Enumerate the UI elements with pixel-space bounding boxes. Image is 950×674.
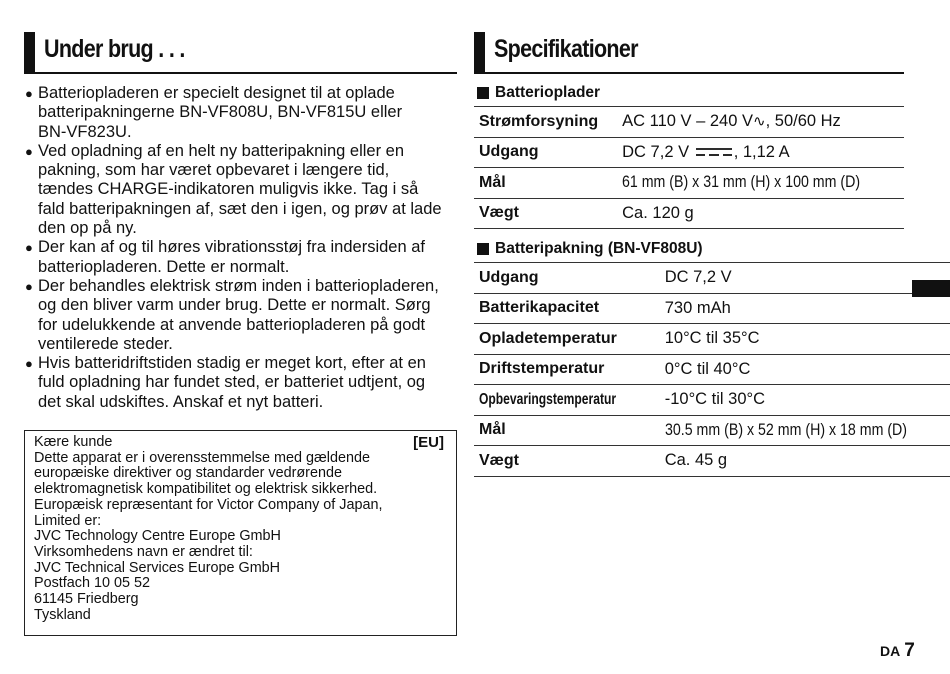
text-line: fald batteripakningen af, sæt den i igen, og prøv at lade bbox=[38, 199, 442, 218]
eu-line: elektromagnetisk kompatibilitet og elektrisk sikkerhed. bbox=[34, 481, 378, 498]
text-line: batteripakningerne BN-VF808U, BN-VF815U eller bbox=[38, 103, 403, 122]
spec-key-text: Opbevaringstemperatur bbox=[479, 390, 617, 408]
text-line: Hvis batteridriftstiden stadig er meget kort, efter at en bbox=[38, 354, 426, 373]
spec-value-text: DC 7,2 V bbox=[622, 142, 690, 161]
right-column bbox=[474, 32, 907, 477]
text-line: den op på ny. bbox=[38, 219, 137, 238]
left-column bbox=[24, 32, 457, 623]
section-heading-usage bbox=[24, 32, 457, 74]
text-line: pakning, som har været opbevaret i længere tid, bbox=[38, 161, 390, 180]
bullet-icon: ● bbox=[25, 86, 33, 101]
eu-line: 61145 Friedberg bbox=[34, 591, 139, 608]
usage-bullet-list bbox=[24, 84, 457, 412]
table-row bbox=[474, 446, 950, 477]
spec-value bbox=[660, 415, 950, 446]
battery-section-label bbox=[474, 238, 904, 260]
text-line: det skal udskiftes. Anskaf et nyt batteri. bbox=[38, 392, 324, 411]
eu-line: Virksomhedens navn er ændret til: bbox=[34, 543, 253, 560]
table-row bbox=[474, 137, 904, 168]
list-item bbox=[24, 354, 457, 412]
heading-bar bbox=[24, 32, 35, 73]
text-line: ventilerede steder. bbox=[38, 334, 173, 353]
bullet-icon: ● bbox=[25, 278, 33, 294]
text-line: og den bliver varm under brug. Dette er normalt. Sørg bbox=[38, 296, 431, 315]
eu-line: Tyskland bbox=[34, 606, 91, 623]
spec-key: Driftstemperatur bbox=[474, 354, 660, 385]
table-row bbox=[474, 198, 904, 229]
spec-value: 10°C til 35°C bbox=[660, 324, 950, 355]
heading-title: Under brug . . . bbox=[44, 35, 185, 63]
section-heading-specs bbox=[474, 32, 904, 74]
text-line: Der kan af og til høres vibrationsstøj fra indersiden af bbox=[38, 238, 426, 257]
spec-value-text: 61 mm (B) x 31 mm (H) x 100 mm (D) bbox=[622, 173, 861, 192]
bullet-icon: ● bbox=[25, 143, 33, 159]
text-line: Der behandles elektrisk strøm inden i batteriopladeren, bbox=[38, 276, 439, 295]
eu-notice-box bbox=[24, 430, 457, 636]
spec-value bbox=[617, 168, 904, 199]
square-bullet-icon bbox=[477, 243, 489, 255]
square-bullet-icon bbox=[477, 87, 489, 99]
eu-line: Dette apparat er i overensstemmelse med gældende bbox=[34, 449, 370, 466]
eu-line: JVC Technology Centre Europe GmbH bbox=[34, 528, 281, 545]
text-line: fuld opladning har fundet sted, er batteriet udtjent, og bbox=[38, 373, 426, 392]
list-item bbox=[24, 84, 457, 142]
spec-value-text: 30.5 mm (B) x 52 mm (H) x 18 mm (D) bbox=[664, 420, 907, 439]
table-row bbox=[474, 385, 950, 416]
spec-key: Udgang bbox=[474, 263, 660, 294]
heading-title: Specifikationer bbox=[494, 35, 638, 63]
table-row bbox=[474, 324, 950, 355]
table-row bbox=[474, 415, 950, 446]
spec-value: Ca. 120 g bbox=[617, 198, 904, 229]
text-line: for udelukkende at anvende batteriopladeren på godt bbox=[38, 315, 426, 334]
spec-value: Ca. 45 g bbox=[660, 446, 950, 477]
spec-key: Vægt bbox=[474, 446, 660, 477]
spec-key: Opladetemperatur bbox=[474, 324, 660, 355]
spec-value bbox=[617, 107, 904, 138]
page-number bbox=[880, 640, 915, 662]
table-row bbox=[474, 168, 904, 199]
spec-key bbox=[474, 385, 660, 416]
text-line: Batteriopladeren er specielt designet til at oplade bbox=[38, 84, 395, 102]
page-number-value: 7 bbox=[904, 640, 915, 661]
list-item bbox=[24, 277, 457, 354]
section-label-text: Batteripakning (BN-VF808U) bbox=[495, 240, 703, 257]
eu-line: europæiske direktiver og standarder vedrørende bbox=[34, 465, 342, 482]
eu-tag: [EU] bbox=[413, 434, 444, 451]
table-row bbox=[474, 263, 950, 294]
table-row bbox=[474, 107, 904, 138]
spec-key: Strømforsyning bbox=[474, 107, 617, 138]
spec-key: Batterikapacitet bbox=[474, 293, 660, 324]
spec-value: DC 7,2 V bbox=[660, 263, 950, 294]
ac-wave-icon: ∿ bbox=[753, 113, 766, 131]
language-tab-marker bbox=[912, 280, 950, 297]
spec-value-text: AC 110 V – 240 V bbox=[622, 112, 754, 131]
text-line: Ved opladning af en helt ny batteripakning eller en bbox=[38, 141, 405, 160]
bullet-icon: ● bbox=[25, 240, 33, 256]
spec-value: 0°C til 40°C bbox=[660, 354, 950, 385]
charger-section-label bbox=[474, 82, 904, 104]
spec-key: Udgang bbox=[474, 137, 617, 168]
table-row bbox=[474, 293, 950, 324]
battery-spec-table bbox=[474, 262, 950, 477]
page-language: DA bbox=[880, 643, 901, 659]
spec-value-text: , 50/60 Hz bbox=[765, 112, 841, 131]
eu-line: Europæisk repræsentant for Victor Company of Japan, bbox=[34, 496, 383, 513]
spec-key: Vægt bbox=[474, 198, 617, 229]
eu-line: Postfach 10 05 52 bbox=[34, 575, 151, 592]
text-line: batteriopladeren. Dette er normalt. bbox=[38, 257, 290, 276]
dc-line-icon bbox=[696, 147, 732, 157]
spec-value: -10°C til 30°C bbox=[660, 385, 950, 416]
spec-value bbox=[617, 137, 904, 168]
text-line: tændes CHARGE-indikatoren muligvis ikke. Tag i så bbox=[38, 180, 419, 199]
list-item bbox=[24, 238, 457, 277]
bullet-icon: ● bbox=[25, 356, 33, 372]
table-row bbox=[474, 354, 950, 385]
spec-value-text: , 1,12 A bbox=[733, 142, 790, 161]
list-item bbox=[24, 142, 457, 238]
section-label-text: Batterioplader bbox=[495, 84, 601, 101]
eu-greeting: Kære kunde bbox=[34, 434, 113, 450]
spec-key: Mål bbox=[474, 168, 617, 199]
heading-bar bbox=[474, 32, 485, 73]
eu-line: Limited er: bbox=[34, 512, 102, 529]
spec-value: 730 mAh bbox=[660, 293, 950, 324]
spec-key: Mål bbox=[474, 415, 660, 446]
charger-spec-table bbox=[474, 106, 904, 229]
eu-line: JVC Technical Services Europe GmbH bbox=[34, 559, 281, 576]
text-line: BN-VF823U. bbox=[38, 122, 132, 141]
